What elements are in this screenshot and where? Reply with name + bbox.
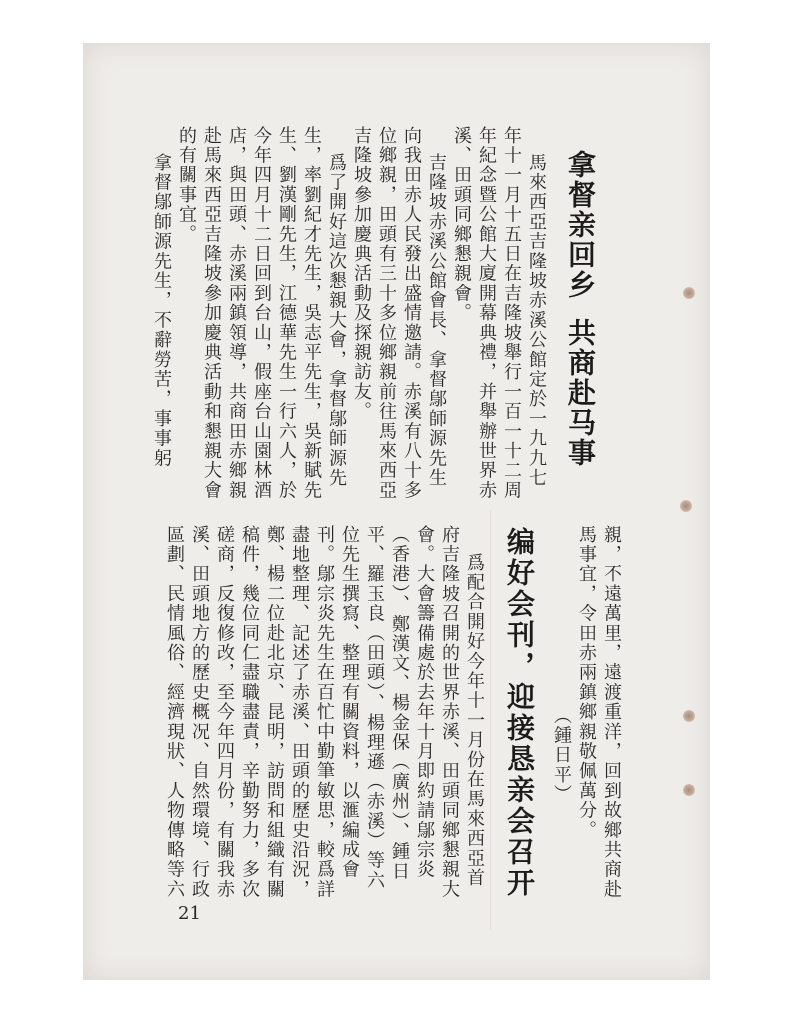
- article2-line-4: （香港）、鄭漢文、楊金保（廣州）、鍾日: [389, 525, 410, 882]
- binding-hole: [683, 784, 695, 796]
- article1-line-15: 的有關事宜。: [176, 126, 197, 245]
- article1-line-7: 位鄉親，田頭有三十多位鄉親前往馬來西亞: [376, 126, 397, 501]
- article1-line-2: 年十一月十五日在吉隆坡舉行一百一十二周: [501, 126, 522, 501]
- article1-line-14: 赴馬來西亞吉隆坡參加慶典活動和懇親大會: [201, 126, 222, 501]
- article2-line-1: 爲配合開好今年十一月份在馬來西亞首: [464, 553, 485, 888]
- article2-line-6: 位先生撰寫、整理有關資料，以滙編成會: [339, 525, 360, 880]
- article2-heading: 编好会刊，迎接恳亲会召开: [503, 527, 536, 899]
- article2-line-8: 盡地整理、記述了赤溪、田頭的歷史沿況，: [289, 525, 310, 900]
- article1-line-13: 店，與田頭、赤溪兩鎮領導，共商田赤鄉親: [226, 126, 247, 501]
- article1-line-4: 溪、田頭同鄉懇親會。: [451, 126, 472, 323]
- article1-cont-line-1: 親，不遠萬里，遠渡重洋，回到故鄉共商赴: [601, 525, 622, 900]
- article1-line-1: 馬來西亞吉隆坡赤溪公館定於一九九七: [526, 153, 547, 488]
- binding-hole: [680, 500, 692, 512]
- article2-line-11: 磋商，反復修改，至今年四月份，有關我赤: [214, 525, 235, 900]
- article1-line-12: 今年四月十二日回到台山，假座台山園林酒: [251, 126, 272, 501]
- article2-line-9: 鄭、楊二位赴北京、昆明，訪問和組織有關: [264, 525, 285, 900]
- page-number: 21: [178, 903, 201, 924]
- article1-heading-a: 拿督亲回乡: [564, 150, 597, 300]
- article1-line-8: 吉隆坡參加慶典活動及探親訪友。: [351, 126, 372, 422]
- article1-line-11: 生、劉漢剛先生，江德華先生一行六人，於: [276, 126, 297, 501]
- article2-line-12: 溪、田頭地方的歷史概况、自然環境、行政: [189, 525, 210, 900]
- article2-line-10: 稿件，幾位同仁盡職盡責，辛勤努力，多次: [239, 525, 260, 900]
- article1-heading-b: 共商赴马事: [564, 318, 597, 468]
- binding-hole: [683, 710, 695, 722]
- article2-line-2: 府吉隆坡召開的世界赤溪、田頭同鄉懇親大: [439, 525, 460, 900]
- article2-line-7: 刊。鄔宗炎先生在百忙中勤筆敏思，較爲詳: [314, 525, 335, 900]
- binding-hole: [683, 287, 695, 299]
- article2-line-13: 區劃、民情風俗、經濟現狀、人物傳略等六: [164, 525, 185, 900]
- article1-author: （鍾日平）: [551, 706, 572, 805]
- article1-line-3: 年紀念暨公館大廈開幕典禮，并舉辦世界赤: [476, 126, 497, 501]
- article1-line-9: 爲了開好這次懇親大會，拿督鄔師源先: [326, 153, 347, 488]
- article1-line-5: 吉隆坡赤溪公館會長、拿督鄔師源先生: [426, 153, 447, 488]
- article1-cont-line-2: 馬事宜，令田赤兩鎮鄉親敬佩萬分。: [576, 525, 597, 841]
- article2-line-3: 會。大會籌備處於去年十月即約請鄔宗炎: [414, 525, 435, 880]
- article2-line-5: 平、羅玉良（田頭）、楊理遜（赤溪）等六: [364, 525, 385, 891]
- article1-line-16: 拿督鄔師源先生，不辭勞苦，事事躬: [151, 153, 172, 469]
- article1-line-10: 生，率劉紀才先生，吳志平先生，吳新賦先: [301, 126, 322, 501]
- paper-fold: [490, 510, 491, 930]
- article1-line-6: 向我田赤人民發出盛情邀請。赤溪有八十多: [401, 126, 422, 501]
